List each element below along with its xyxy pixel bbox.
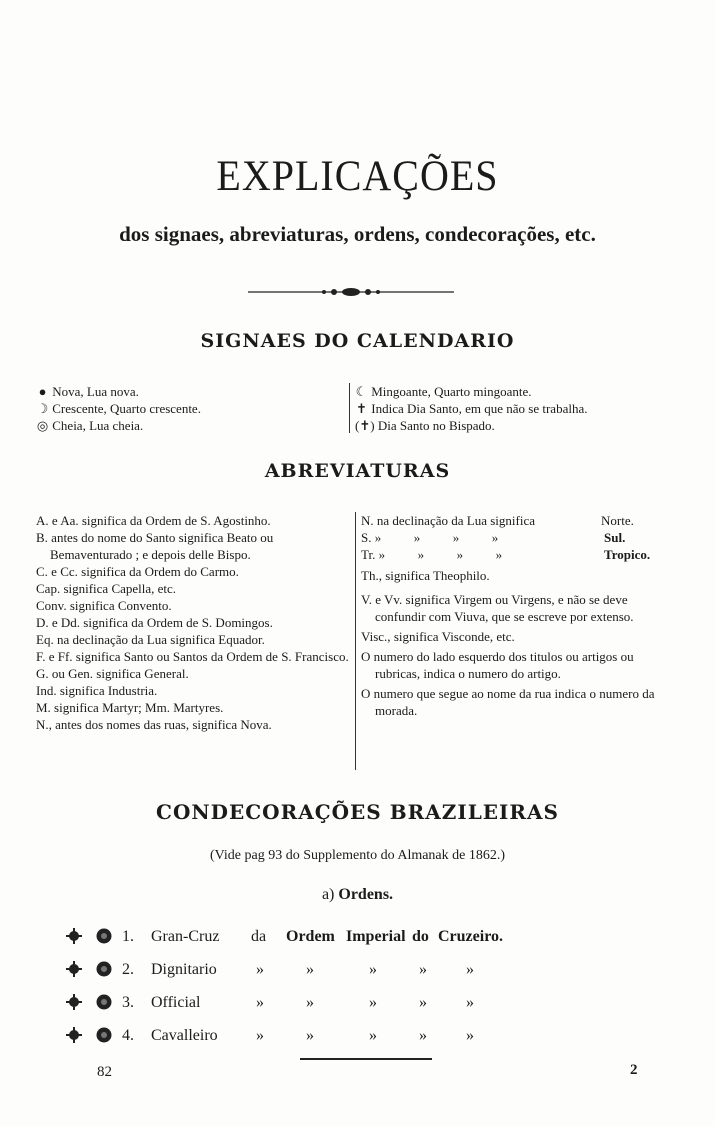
abbr: Th. bbox=[361, 568, 379, 583]
abbreviation-entry bbox=[361, 685, 675, 719]
abbreviation-entry: G. ou Gen. significa General. bbox=[36, 666, 189, 681]
calendar-text: Mingoante, Quarto mingoante. bbox=[371, 384, 532, 399]
abbr-text: significa Visconde, etc. bbox=[393, 629, 515, 644]
orders-subheading bbox=[0, 886, 715, 904]
abbr: Tr. bbox=[361, 547, 376, 562]
abbreviation-entry: B. antes do nome do Santo significa Beato ou Bemaventurado ; e depois delle Bispo. bbox=[36, 530, 274, 562]
abbreviation-entry bbox=[361, 628, 675, 645]
abbreviation-entry bbox=[361, 648, 675, 682]
star-medal-icon bbox=[96, 1027, 112, 1048]
abbreviation-entry bbox=[361, 529, 675, 546]
subheading-prefix: a) bbox=[321, 886, 335, 903]
ditto-marks: » » » » bbox=[378, 547, 503, 562]
signature-mark: 2 bbox=[630, 1062, 638, 1078]
star-medal-icon bbox=[96, 961, 112, 982]
abbreviation-entry: F. e Ff. significa Santo ou Santos da Ordem de S. Francisco. bbox=[36, 649, 349, 664]
abbr: O bbox=[361, 649, 371, 664]
calendar-text: Dia Santo no Bispado. bbox=[377, 418, 495, 433]
ditto-mark: » bbox=[306, 961, 314, 978]
abbreviation-entry: C. e Cc. significa da Ordem do Carmo. bbox=[36, 564, 239, 579]
order-desc: do bbox=[412, 928, 429, 945]
calendar-text: Nova, Lua nova. bbox=[52, 384, 139, 399]
footer-rule bbox=[300, 1058, 432, 1060]
page-subtitle: dos signaes, abreviaturas, ordens, condecorações, etc. bbox=[119, 222, 596, 246]
subheading-label: Ordens. bbox=[338, 886, 394, 903]
ditto-mark: » bbox=[419, 961, 427, 978]
ditto-mark: » bbox=[466, 961, 474, 978]
order-desc: da bbox=[251, 928, 267, 945]
cross-medal-icon bbox=[66, 928, 82, 949]
ditto-mark: » bbox=[369, 1027, 377, 1044]
cross-medal-icon bbox=[66, 961, 82, 982]
order-number: 1. bbox=[122, 928, 134, 945]
abbreviations-right-column bbox=[361, 512, 675, 719]
abbr: Visc., bbox=[361, 629, 391, 644]
abbreviation-entry: N., antes dos nomes das ruas, significa Nova. bbox=[36, 717, 272, 732]
abbr: V. e Vv. bbox=[361, 592, 403, 607]
order-desc: Imperial bbox=[346, 928, 406, 945]
abbreviation-entry: Conv. significa Convento. bbox=[36, 598, 172, 613]
order-rank: Dignitario bbox=[151, 961, 217, 978]
order-number: 4. bbox=[122, 1027, 134, 1044]
abbreviations-left-column bbox=[36, 512, 350, 733]
crescent-moon-icon: ☽ bbox=[36, 401, 49, 416]
abbr-text: significa Virgem ou Virgens, e não se deve confundir com Viuva, que se escreve por extenso. bbox=[375, 592, 634, 624]
star-medal-icon bbox=[96, 994, 112, 1015]
abbr-meaning: Norte. bbox=[601, 513, 634, 528]
abbr-text: numero que segue ao nome da rua indica o numero da morada. bbox=[373, 686, 655, 718]
order-rank: Gran-Cruz bbox=[151, 928, 220, 945]
ornament-divider bbox=[248, 286, 454, 298]
abbreviation-entry bbox=[361, 546, 675, 563]
calendar-text: Crescente, Quarto crescente. bbox=[52, 401, 201, 416]
ditto-marks: » » » » bbox=[374, 530, 499, 545]
order-number: 2. bbox=[122, 961, 134, 978]
new-moon-icon: ● bbox=[38, 384, 47, 399]
abbr: O bbox=[361, 686, 371, 701]
abbreviation-entry: Cap. significa Capella, etc. bbox=[36, 581, 177, 596]
full-moon-icon: ◎ bbox=[36, 418, 49, 433]
ditto-mark: » bbox=[369, 994, 377, 1011]
decorations-note: (Vide pag 93 do Supplemento do Almanak de 1862.) bbox=[209, 848, 506, 863]
ditto-mark: » bbox=[466, 1027, 474, 1044]
ditto-mark: » bbox=[419, 1027, 427, 1044]
abbr-text: , significa Theophilo. bbox=[378, 568, 490, 583]
ditto-mark: » bbox=[306, 994, 314, 1011]
cross-icon: ✝ bbox=[356, 401, 367, 416]
decorations-heading: CONDECORAÇÕES BRAZILEIRAS bbox=[156, 800, 559, 824]
star-medal-icon bbox=[96, 928, 112, 949]
calendar-left-row bbox=[36, 400, 201, 417]
ditto-mark: » bbox=[419, 994, 427, 1011]
parenthesized-cross-icon: (✝) bbox=[355, 418, 375, 433]
abbreviation-entry: Eq. na declinação da Lua significa Equador. bbox=[36, 632, 265, 647]
abbreviation-entry bbox=[361, 512, 675, 529]
calendar-right-row bbox=[355, 400, 587, 417]
abbr: S. bbox=[361, 530, 372, 545]
calendar-right-row bbox=[355, 417, 495, 434]
abbr-text: na declinação da Lua significa bbox=[376, 513, 535, 528]
page-number: 82 bbox=[97, 1064, 112, 1080]
cross-medal-icon bbox=[66, 1027, 82, 1048]
abbreviation-entry: Ind. significa Industria. bbox=[36, 683, 158, 698]
abbr-text: numero do lado esquerdo dos titulos ou artigos ou rubricas, indica o numero do artigo. bbox=[373, 649, 634, 681]
ditto-mark: » bbox=[256, 994, 264, 1011]
abbreviation-entry: A. e Aa. significa da Ordem de S. Agostinho. bbox=[36, 513, 271, 528]
calendar-heading: SIGNAES DO CALENDARIO bbox=[200, 330, 515, 352]
calendar-right-row bbox=[355, 383, 532, 400]
abbr-meaning: Sul. bbox=[604, 530, 626, 545]
calendar-text: Cheia, Lua cheia. bbox=[52, 418, 144, 433]
abbreviations-heading: ABREVIATURAS bbox=[264, 460, 451, 482]
ditto-mark: » bbox=[466, 994, 474, 1011]
order-number: 3. bbox=[122, 994, 134, 1011]
order-desc: Cruzeiro. bbox=[438, 928, 504, 945]
abbreviation-entry: M. significa Martyr; Mm. Martyres. bbox=[36, 700, 224, 715]
calendar-left-row bbox=[36, 383, 139, 400]
order-rank: Official bbox=[151, 994, 201, 1011]
abbr-meaning: Tropico. bbox=[604, 547, 651, 562]
abbreviation-entry: D. e Dd. significa da Ordem de S. Domingos. bbox=[36, 615, 273, 630]
abbreviation-entry bbox=[361, 563, 675, 588]
order-desc: Ordem bbox=[286, 928, 335, 945]
ditto-mark: » bbox=[256, 1027, 264, 1044]
calendar-left-row bbox=[36, 417, 143, 434]
order-rank: Cavalleiro bbox=[151, 1027, 218, 1044]
abbr: N. bbox=[361, 513, 374, 528]
page-title: EXPLICAÇÕES bbox=[216, 151, 499, 200]
ditto-mark: » bbox=[306, 1027, 314, 1044]
waning-moon-icon: ☾ bbox=[355, 384, 368, 399]
ditto-mark: » bbox=[369, 961, 377, 978]
column-divider bbox=[355, 512, 356, 770]
ditto-mark: » bbox=[256, 961, 264, 978]
abbreviation-entry bbox=[361, 591, 675, 625]
cross-medal-icon bbox=[66, 994, 82, 1015]
calendar-text: Indica Dia Santo, em que não se trabalha. bbox=[371, 401, 588, 416]
column-divider bbox=[349, 383, 350, 433]
